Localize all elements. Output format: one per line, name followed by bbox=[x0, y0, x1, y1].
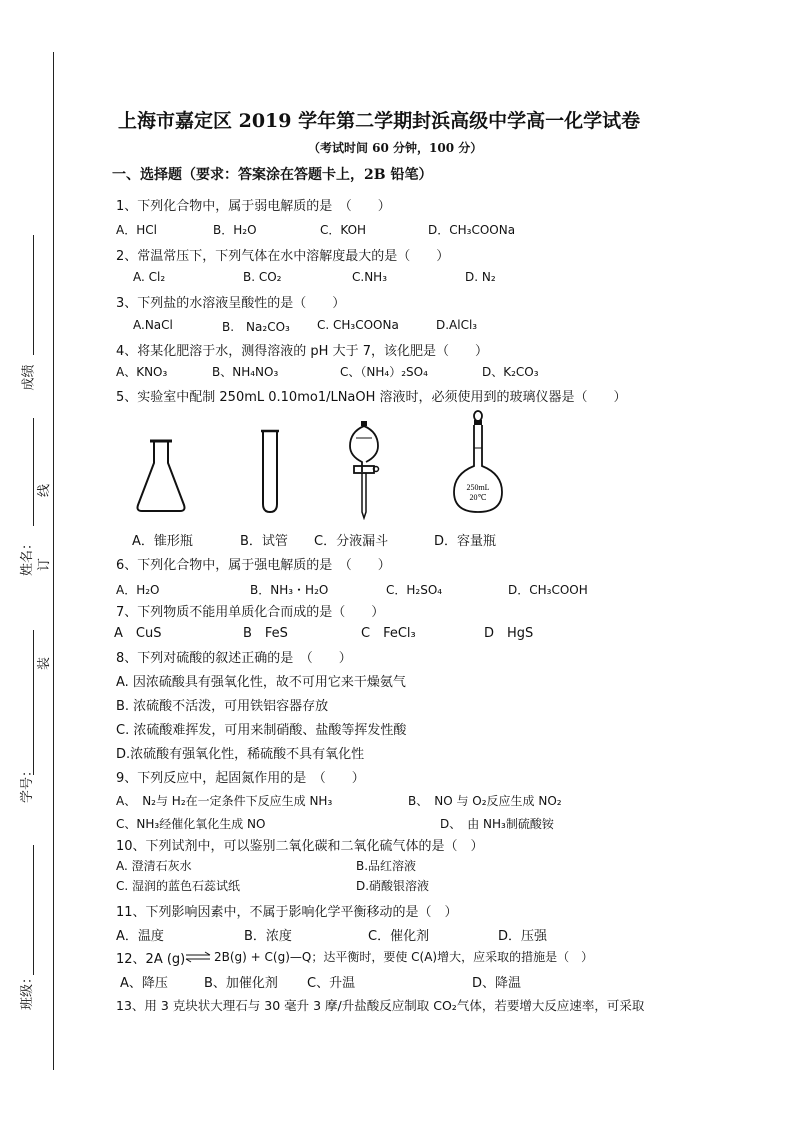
question-8: 8、下列对硫酸的叙述正确的是 （ ） bbox=[116, 651, 352, 666]
q5-option-d: D．容量瓶 bbox=[434, 534, 497, 549]
question-11: 11、下列影响因素中，不属于影响化学平衡移动的是（ ） bbox=[116, 905, 458, 920]
equilibrium-arrow-icon bbox=[184, 951, 212, 963]
q3-option-a: A.NaCl bbox=[133, 318, 173, 332]
q1-option-b: B．H₂O bbox=[213, 223, 257, 237]
q12-option-d: D、降温 bbox=[472, 976, 522, 991]
q9-option-b: B、 NO 与 O₂反应生成 NO₂ bbox=[408, 794, 562, 808]
score-label: 成绩 bbox=[21, 364, 37, 391]
q10-option-a: A. 澄清石灰水 bbox=[116, 859, 192, 873]
q6-option-a: A．H₂O bbox=[116, 583, 160, 597]
q6-option-b: B．NH₃・H₂O bbox=[250, 583, 329, 597]
q3-option-d: D.AlCl₃ bbox=[436, 318, 478, 332]
q5-option-c: C．分液漏斗 bbox=[314, 534, 389, 549]
q11-option-d: D．压强 bbox=[498, 929, 548, 944]
q4-option-b: B、NH₄NO₃ bbox=[212, 365, 279, 379]
q1-option-a: A．HCl bbox=[116, 223, 157, 237]
q2-option-d: D. N₂ bbox=[465, 270, 496, 284]
q2-option-b: B. CO₂ bbox=[243, 270, 282, 284]
name-label: 姓名： bbox=[20, 536, 36, 577]
page-title: 上海市嘉定区 2019 学年第二学期封浜高级中学高一化学试卷 bbox=[118, 110, 641, 132]
question-13: 13、用 3 克块状大理石与 30 毫升 3 摩/升盐酸反应制取 CO₂气体，若要增大反应速率，可采取 bbox=[116, 998, 645, 1013]
q2-option-c: C.NH₃ bbox=[352, 270, 388, 284]
q7-option-b: B FeS bbox=[243, 626, 288, 641]
q9-option-d: D、 由 NH₃制硫酸铵 bbox=[440, 817, 554, 831]
score-blank bbox=[33, 235, 34, 355]
question-12-pre: 12、2A (g) bbox=[116, 952, 186, 967]
class-blank bbox=[33, 845, 34, 975]
q7-option-c: C FeCl₃ bbox=[361, 626, 416, 641]
flask-capacity-label: 250mL bbox=[466, 483, 490, 492]
class-label: 班级： bbox=[20, 970, 36, 1011]
question-9: 9、下列反应中，起固氮作用的是 （ ） bbox=[116, 771, 365, 786]
q8-option-d: D.浓硫酸有强氧化性，稀硫酸不具有氧化性 bbox=[116, 747, 365, 762]
q1-option-c: C．KOH bbox=[320, 223, 367, 237]
q3-option-c: C. CH₃COONa bbox=[317, 318, 399, 332]
question-4: 4、将某化肥溶于水，测得溶液的 pH 大于 7，该化肥是（ ） bbox=[116, 344, 488, 359]
q12-option-b: B、加催化剂 bbox=[204, 976, 278, 991]
q4-option-c: C、（NH₄）₂SO₄ bbox=[340, 365, 428, 379]
q10-option-b: B.品红溶液 bbox=[356, 859, 417, 873]
question-2: 2、常温常压下，下列气体在水中溶解度最大的是（ ） bbox=[116, 249, 450, 264]
q7-option-a: A CuS bbox=[114, 626, 162, 641]
exam-time: （考试时间 60 分钟，100 分） bbox=[308, 141, 483, 155]
zhuang-char: 装 bbox=[37, 656, 53, 671]
id-blank bbox=[33, 630, 34, 775]
q11-option-b: B．浓度 bbox=[244, 929, 292, 944]
flask-temp-label: 20℃ bbox=[469, 493, 487, 502]
q8-option-b: B. 浓硫酸不活泼，可用铁铝容器存放 bbox=[116, 699, 329, 714]
q6-option-c: C．H₂SO₄ bbox=[386, 583, 443, 597]
question-3: 3、下列盐的水溶液呈酸性的是（ ） bbox=[116, 296, 346, 311]
binding-line bbox=[53, 52, 54, 1070]
q2-option-a: A. Cl₂ bbox=[133, 270, 166, 284]
q10-option-c: C. 湿润的蓝色石蕊试纸 bbox=[116, 879, 241, 893]
question-12-post: 2B(g) + C(g)—Q；达平衡时，要使 C(A)增大，应采取的措施是（ ） bbox=[214, 950, 594, 964]
q10-option-d: D.硝酸银溶液 bbox=[356, 879, 430, 893]
q3-option-b: B. Na₂CO₃ bbox=[222, 320, 290, 334]
q5-option-b: B．试管 bbox=[240, 534, 288, 549]
question-6: 6、下列化合物中，属于强电解质的是 （ ） bbox=[116, 558, 391, 573]
q4-option-d: D、K₂CO₃ bbox=[482, 365, 539, 379]
q5-option-a: A．锥形瓶 bbox=[132, 534, 193, 549]
separatory-funnel-icon bbox=[344, 420, 384, 520]
q1-option-d: D．CH₃COONa bbox=[428, 223, 516, 237]
ding-char: 订 bbox=[37, 557, 53, 572]
question-7: 7、下列物质不能用单质化合而成的是（ ） bbox=[116, 605, 385, 620]
question-1: 1、下列化合物中，属于弱电解质的是 （ ） bbox=[116, 199, 391, 214]
q9-option-a: A、 N₂与 H₂在一定条件下反应生成 NH₃ bbox=[116, 794, 333, 808]
q8-option-a: A. 因浓硫酸具有强氧化性，故不可用它来干燥氨气 bbox=[116, 675, 406, 690]
line-char: 线 bbox=[37, 483, 53, 498]
q8-option-c: C. 浓硫酸难挥发，可用来制硝酸、盐酸等挥发性酸 bbox=[116, 723, 407, 738]
q7-option-d: D HgS bbox=[484, 626, 534, 641]
name-blank bbox=[33, 418, 34, 526]
section-heading: 一、选择题（要求：答案涂在答题卡上，2B 铅笔） bbox=[112, 167, 433, 183]
q11-option-c: C．催化剂 bbox=[368, 929, 430, 944]
test-tube-icon bbox=[258, 428, 282, 516]
q11-option-a: A．温度 bbox=[116, 929, 164, 944]
q9-option-c: C、NH₃经催化氧化生成 NO bbox=[116, 817, 266, 831]
id-label: 学号： bbox=[20, 763, 36, 804]
question-10: 10、下列试剂中，可以鉴别二氧化碳和二氧化硫气体的是（ ） bbox=[116, 839, 484, 854]
volumetric-flask-icon bbox=[450, 408, 506, 518]
q4-option-a: A、KNO₃ bbox=[116, 365, 168, 379]
q12-option-a: A、降压 bbox=[120, 976, 168, 991]
question-5: 5、实验室中配制 250mL 0.10mo1/LNaOH 溶液时，必须使用到的玻璃仪器是（ ） bbox=[116, 390, 627, 405]
q6-option-d: D．CH₃COOH bbox=[508, 583, 588, 597]
q12-option-c: C、升温 bbox=[307, 976, 356, 991]
erlenmeyer-flask-icon bbox=[130, 435, 192, 515]
